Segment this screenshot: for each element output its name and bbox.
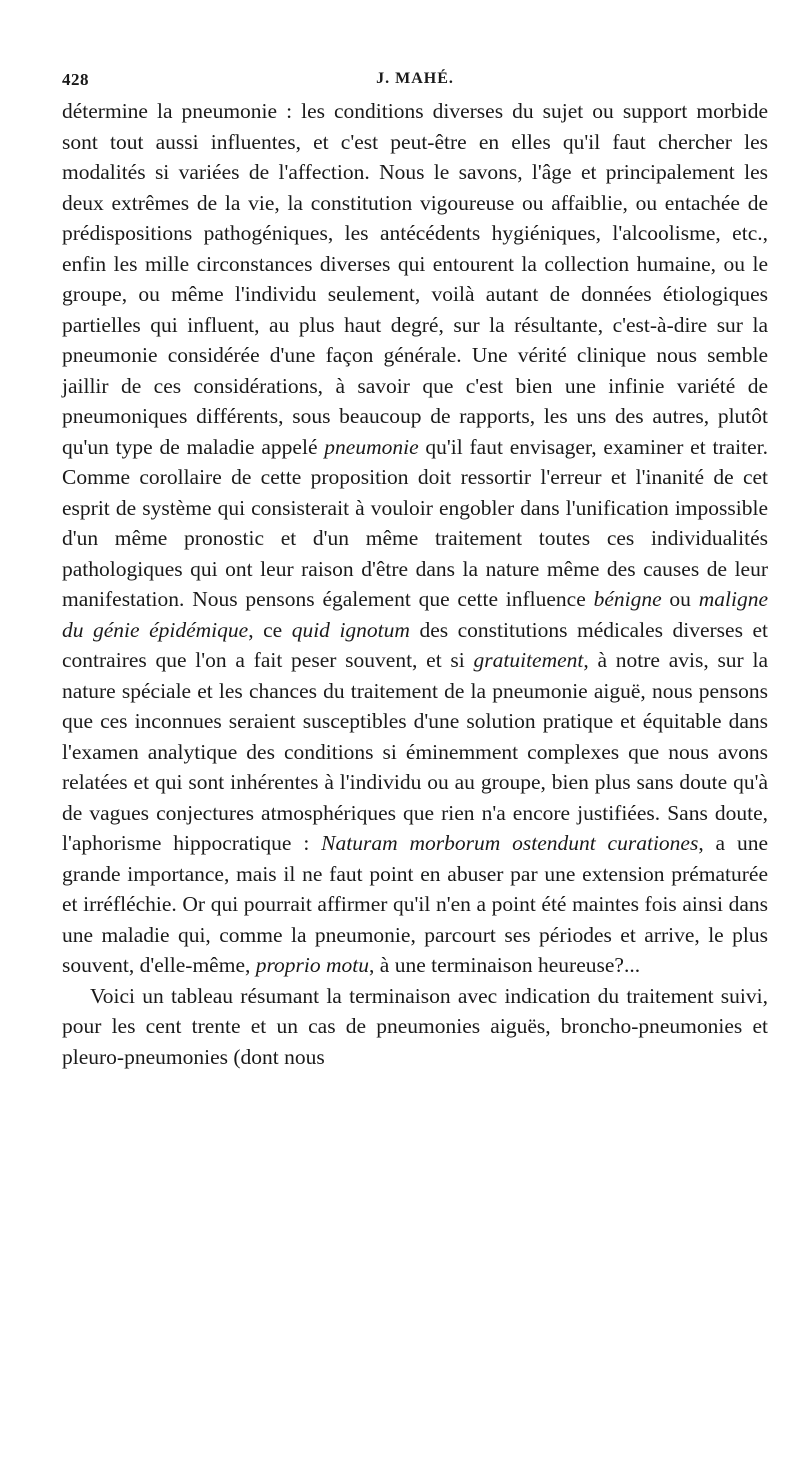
italic-term: maligne du génie épidémique bbox=[62, 587, 769, 642]
paragraph-2: Voici un tableau résumant la terminaison avec indication du traitement suivi, pour les cent trente et un cas de pneumonies aiguës, broncho-pneumonies et pleuro-pneumonies (dont nous bbox=[62, 983, 768, 1069]
text-run: , à notre avis, sur la nature spéciale et les chances du traitement de la pneumonie aiguë, nous pensons que ces inconnues seraient susceptibles d'une solution pratique et équitable dans l'examen analytique des conditions si éminemment complexes que nous avons relatées et qui sont inhérentes à l'individu ou au groupe, bien plus sans doute qu'à de vagues conjectures atmosphériques que rien n'a encore justifiées. Sans doute, l'aphorisme hippocratique : bbox=[62, 648, 768, 855]
paragraph-1 bbox=[62, 96, 768, 981]
text-run: , à une terminaison heureuse?... bbox=[369, 953, 641, 977]
text-run: qu'il faut envisager, examiner et traiter. Comme corollaire de cette proposition doit ressortir l'erreur et l'inanité de cet esprit de système qui consisterait à vouloir engobler dans l'unification impossible d'un même pronostic et d'un même traitement toutes ces individualités pathologiques qui ont leur raison d'être dans la nature même des causes de leur manifestation. Nous pensons également que cette influence bbox=[62, 434, 768, 611]
running-head bbox=[62, 66, 768, 96]
body-text bbox=[62, 96, 768, 1072]
text-run: détermine la pneumonie : les conditions diverses du sujet ou support morbide sont tout aussi influentes, et c'est peut-être en elles qu'il faut chercher les modalités si variées de l'affection. Nous le savons, l'âge et principalement les deux extrêmes de la vie, la constitution vigoureuse ou affaiblie, ou entachée de prédispositions pathogéniques, les antécédents hygiéniques, l'alcoolisme, etc., enfin les mille circonstances diverses qui entourent la collection humaine, ou le groupe, ou même l'individu seulement, voilà autant de données étiologiques partielles qui influent, au plus haut degré, sur la résultante, c'est-à-dire sur la pneumonie considérée d'une façon générale. Une vérité clinique nous semble jaillir de ces considérations, à savoir que c'est bien une infinie variété de pneumoniques différents, sous beaucoup de rapports, les uns des autres, plutôt qu'un type de maladie appelé bbox=[62, 99, 768, 459]
italic-term: quid ignotum bbox=[291, 617, 410, 642]
book-page bbox=[62, 66, 768, 1072]
italic-term: bénigne bbox=[593, 587, 662, 611]
text-run: , ce bbox=[248, 617, 292, 642]
text-run: ou bbox=[661, 587, 699, 611]
italic-term: proprio motu bbox=[255, 953, 370, 977]
italic-quote: Naturam morborum ostendunt curationes bbox=[321, 831, 699, 855]
running-title: J. MAHÉ. bbox=[376, 70, 454, 87]
italic-term: pneumonie bbox=[324, 434, 419, 459]
italic-term: gratuitement bbox=[473, 648, 584, 672]
page-number: 428 bbox=[62, 70, 89, 89]
text-run: des constitutions médicales diverses et contraires que l'on a fait peser souvent, et si bbox=[62, 617, 768, 672]
text-run: , a une grande importance, mais il ne faut point en abuser par une extension prématurée et irréfléchie. Or qui pourrait affirmer qu'il n'en a point été maintes fois ainsi dans une maladie qui, comme la pneumonie, parcourt ses périodes et arrive, le plus souvent, d'elle-même, bbox=[62, 831, 768, 977]
